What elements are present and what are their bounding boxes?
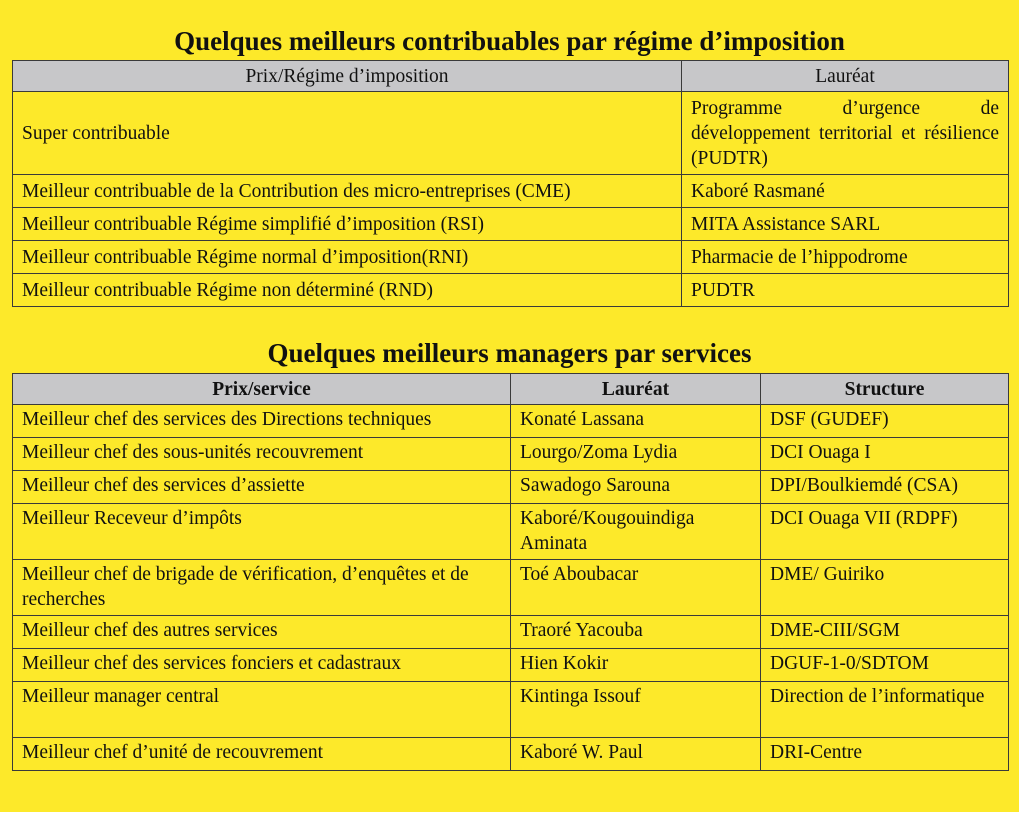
prix-cell: Meilleur chef d’unité de recouvrement [13,738,511,771]
prix-cell: Meilleur chef des sous-unités recouvrement [13,438,511,471]
table-row [13,649,1009,682]
table-row [13,241,1009,274]
table-header-row [13,374,1009,405]
table-row [13,208,1009,241]
table-row [13,471,1009,504]
laureat-cell: Lourgo/Zoma Lydia [511,438,761,471]
managers-table [12,373,1009,771]
section1-title: Quelques meilleurs contribuables par régime d’imposition [174,26,845,56]
prix-cell: Meilleur contribuable de la Contribution des micro-entreprises (CME) [13,175,682,208]
table-row [13,405,1009,438]
structure-cell: DSF (GUDEF) [761,405,1009,438]
table-row [13,438,1009,471]
laureat-cell: Kaboré Rasmané [682,175,1009,208]
laureat-cell: MITA Assistance SARL [682,208,1009,241]
prix-cell: Meilleur chef des autres services [13,616,511,649]
table-row [13,175,1009,208]
table-row [13,616,1009,649]
prix-cell: Meilleur Receveur d’impôts [13,504,511,560]
prix-cell: Meilleur contribuable Régime non déterminé (RND) [13,274,682,307]
laureat-cell: Kaboré/Kougouindiga Aminata [511,504,761,560]
structure-cell: DME/ Guiriko [761,560,1009,616]
prix-cell: Meilleur manager central [13,682,511,738]
prix-cell: Meilleur contribuable Régime normal d’imposition(RNI) [13,241,682,274]
table-row [13,682,1009,738]
prix-cell: Meilleur contribuable Régime simplifié d’imposition (RSI) [13,208,682,241]
table-row [13,738,1009,771]
column-header-laureat: Lauréat [511,374,761,405]
prix-cell: Meilleur chef de brigade de vérification, d’enquêtes et de recherches [13,560,511,616]
structure-cell: DGUF-1-0/SDTOM [761,649,1009,682]
section2-title: Quelques meilleurs managers par services [267,338,752,368]
column-header-prix-regime: Prix/Régime d’imposition [13,61,682,92]
prix-cell: Meilleur chef des services d’assiette [13,471,511,504]
table-row [13,274,1009,307]
column-header-prix-service: Prix/service [13,374,511,405]
table-row [13,560,1009,616]
structure-cell: DRI-Centre [761,738,1009,771]
table-row [13,92,1009,175]
laureat-cell: Pharmacie de l’hippodrome [682,241,1009,274]
structure-cell: DPI/Boulkiemdé (CSA) [761,471,1009,504]
prix-cell: Meilleur chef des services des Directions techniques [13,405,511,438]
structure-cell: DME-CIII/SGM [761,616,1009,649]
structure-cell: Direction de l’informatique [761,682,1009,738]
laureat-cell: Hien Kokir [511,649,761,682]
structure-cell: DCI Ouaga I [761,438,1009,471]
column-header-structure: Structure [761,374,1009,405]
contribuables-table [12,60,1009,307]
table-header-row [13,61,1009,92]
table-row [13,504,1009,560]
laureat-cell: Konaté Lassana [511,405,761,438]
structure-cell: DCI Ouaga VII (RDPF) [761,504,1009,560]
laureat-cell: Programme d’urgence de développement territorial et résilience (PUDTR) [682,92,1009,175]
laureat-cell: PUDTR [682,274,1009,307]
laureat-cell: Sawadogo Sarouna [511,471,761,504]
column-header-laureat: Lauréat [682,61,1009,92]
laureat-cell: Kaboré W. Paul [511,738,761,771]
laureat-cell: Traoré Yacouba [511,616,761,649]
prix-cell: Meilleur chef des services fonciers et cadastraux [13,649,511,682]
laureat-cell: Kintinga Issouf [511,682,761,738]
laureat-cell: Toé Aboubacar [511,560,761,616]
prix-cell: Super contribuable [13,92,682,175]
